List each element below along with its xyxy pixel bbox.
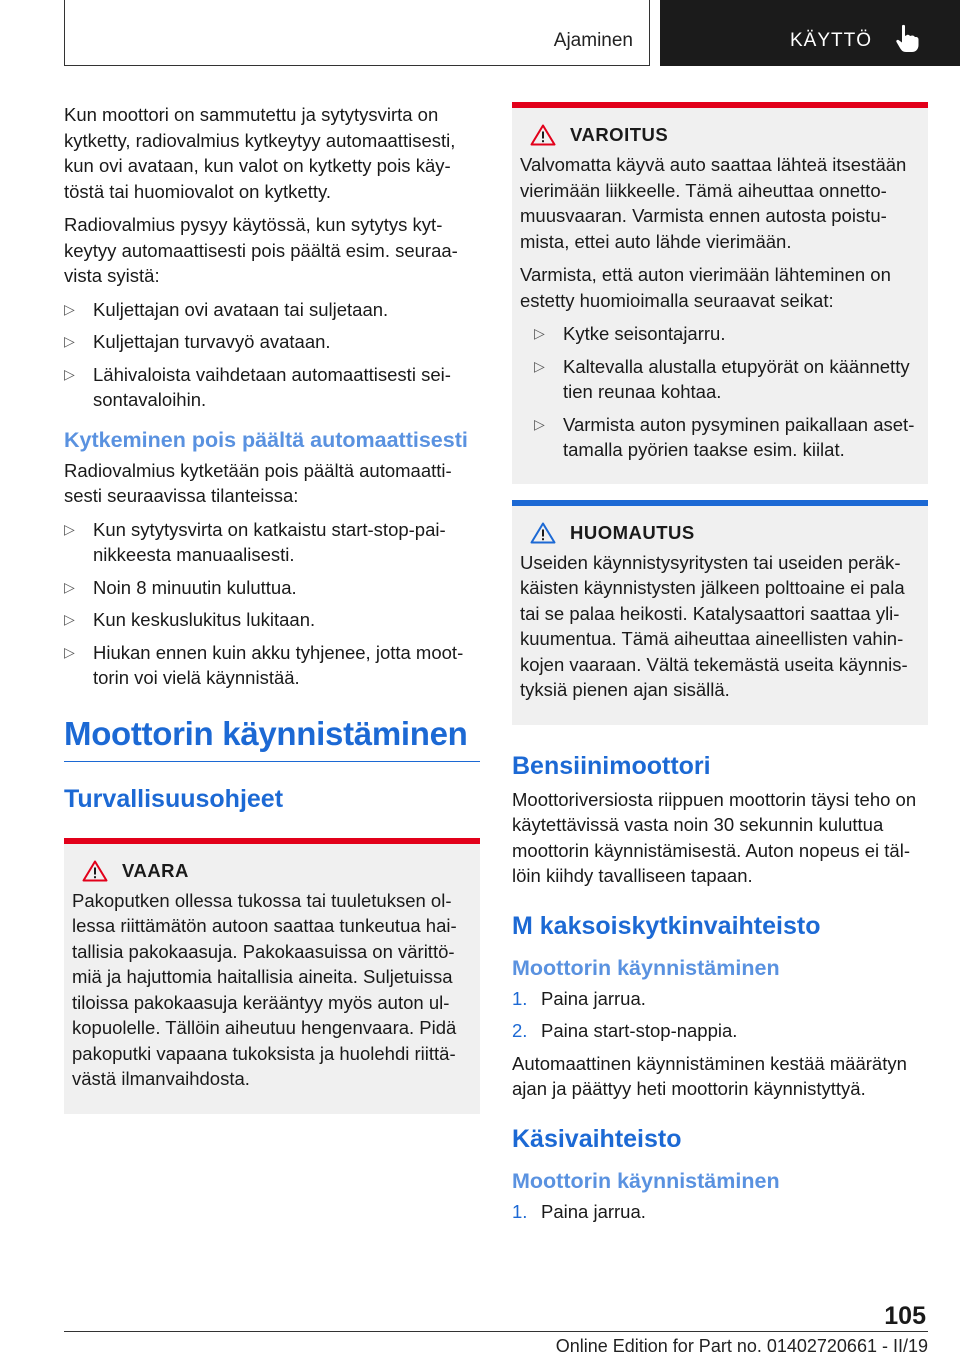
list-item: ▷ Kun sytytysvirta on katkaistu start-stop-painikkeesta manuaalisesti. <box>64 518 446 565</box>
list-item: ▷ Kun keskuslukitus lukitaan. <box>64 607 480 633</box>
petrol-heading: Bensiinimoottori <box>512 751 711 780</box>
list-item: ▷ Hiukan ennen kuin akku tyhjenee, jotta moottorin voi vielä käynnistää. <box>64 641 464 688</box>
hand-pointer-icon <box>894 24 920 54</box>
triangle-bullet-icon: ▷ <box>64 300 75 317</box>
petrol-paragraph: Moottoriversiosta riippuen moottorin täysi teho on käytettävissä vasta noin 30 sekunnin kuluttua moottorin käynnistämisestä. Auton nopeus ei tällöin kiihdy tavalliseen tapaan. <box>512 788 917 886</box>
auto-off-paragraph: Radiovalmius kytketään pois päältä automaattisesti seuraavissa tilanteissa: <box>64 459 452 506</box>
list-item: 1. Paina jarrua. <box>512 1200 646 1222</box>
header-chapter-box <box>660 0 960 66</box>
notice-box <box>512 500 928 725</box>
notice-triangle-icon <box>530 522 556 544</box>
danger-title: VAARA <box>122 859 189 881</box>
list-item: ▷ Kaltevalla alustalla etupyörät on käännetty tien reunaa kohtaa. <box>534 355 910 402</box>
notice-text: Useiden käynnistysyritysten tai useiden peräkkäisten käynnistysten jälkeen polttoaine ei pala tai se palaa heikosti. Katalysaattori saattaa ylikuumentua. Tämä aiheuttaa aineellisten vahinkojen vaaraan. Vältä tekemästä useita käynnistyksiä pienen ajan sisällä. <box>520 551 908 700</box>
triangle-bullet-icon: ▷ <box>64 611 75 627</box>
triangle-bullet-icon: ▷ <box>64 520 75 537</box>
list-item: ▷ Varmista auton pysyminen paikallaan asettamalla pyörien taakse esim. kiilat. <box>534 413 915 460</box>
dct-steps <box>512 986 928 1044</box>
dct-subheading: Moottorin käynnistäminen <box>512 955 780 980</box>
triangle-bullet-icon: ▷ <box>64 333 75 349</box>
warning-text-2: Varmista, että auton vierimään lähteminen on estetty huomioimalla seuraavat seikat: <box>520 264 891 311</box>
intro-paragraph-2: Radiovalmius pysyy käytössä, kun sytytys kytkeytyy automaattisesti pois päältä esim. seuraavista syistä: <box>64 214 458 286</box>
footer-divider <box>64 1331 928 1332</box>
main-heading: Moottorin käynnistäminen <box>64 715 480 762</box>
notice-title: HUOMAUTUS <box>570 521 695 543</box>
triangle-bullet-icon: ▷ <box>64 365 75 382</box>
header-chapter-title: KÄYTTÖ <box>790 30 873 51</box>
triangle-bullet-icon: ▷ <box>534 415 545 432</box>
warning-title: VAROITUS <box>570 124 669 145</box>
list-item: ▷ Kuljettajan ovi avataan tai suljetaan. <box>64 297 480 323</box>
header-section-box <box>64 0 650 66</box>
triangle-bullet-icon: ▷ <box>534 325 545 341</box>
intro-paragraph-1: Kun moottori on sammutettu ja sytytysvirta on kytketty, radiovalmius kytkeytyy automaattisesti, kun ovi avataan, kun valot on kytketty pois käytöstä tai huomiovalot on kytketty. <box>64 104 456 202</box>
manual-heading: Käsivaihteisto <box>512 1124 682 1153</box>
manual-steps <box>512 1199 928 1225</box>
warning-triangle-icon <box>82 860 108 882</box>
list-item: ▷ Kuljettajan turvavyö avataan. <box>64 329 480 355</box>
header-section-title: Ajaminen <box>553 30 633 51</box>
page-number: 105 <box>884 1302 926 1330</box>
dct-paragraph: Automaattinen käynnistäminen kestää määrätyn ajan ja päättyy heti moottorin käynnistyttyä. <box>512 1052 907 1099</box>
warning-list <box>534 321 918 463</box>
list-item: ▷ Lähivaloista vaihdetaan automaattisesti seisontavaloihin. <box>64 363 451 410</box>
list-item: 2. Paina start-stop-nappia. <box>512 1020 738 1041</box>
manual-subheading: Moottorin käynnistäminen <box>512 1168 780 1193</box>
warning-triangle-icon <box>530 124 556 146</box>
triangle-bullet-icon: ▷ <box>64 643 75 660</box>
auto-off-heading: Kytkeminen pois päältä automaattisesti <box>64 427 468 452</box>
safety-heading: Turvallisuusohjeet <box>64 784 284 813</box>
footer-edition: Online Edition for Part no. 01402720661 - II/19 <box>555 1336 928 1356</box>
list-item: ▷ Kytke seisontajarru. <box>534 321 918 347</box>
radio-standby-list <box>64 297 480 413</box>
left-column <box>64 102 480 1128</box>
warning-text-1: Valvomatta käyvä auto saattaa lähteä itsestään vierimään liikkeelle. Tämä aiheuttaa onnettomuusvaaran. Varmista ennen autosta poistumista, ettei auto lähde vierimään. <box>520 154 907 252</box>
danger-box <box>64 838 480 1114</box>
triangle-bullet-icon: ▷ <box>534 357 545 374</box>
warning-box <box>512 102 928 484</box>
danger-text: Pakoputken ollessa tukossa tai tuuletuksen ollessa riittämätön autoon saattaa tunkeutua haitallisia pakokaasuja. Pakokaasuissa on värittömiä ja hajuttomia haitallisia aineita. Suljetuissa tiloissa pakokaasuja kerääntyy myös auton ulkopuolelle. Tällöin aiheutuu hengenvaara. Pidä pakoputki vapaana tukoksista ja huolehdi riittävästä ilmanvaihdosta. <box>72 889 457 1089</box>
list-item: ▷ Noin 8 minuutin kuluttua. <box>64 575 480 601</box>
list-item: 1. Paina jarrua. <box>512 987 646 1009</box>
auto-off-list <box>64 517 480 691</box>
dct-heading: M kaksoiskytkinvaihteisto <box>512 911 821 940</box>
triangle-bullet-icon: ▷ <box>64 578 75 595</box>
right-column <box>512 102 928 1231</box>
